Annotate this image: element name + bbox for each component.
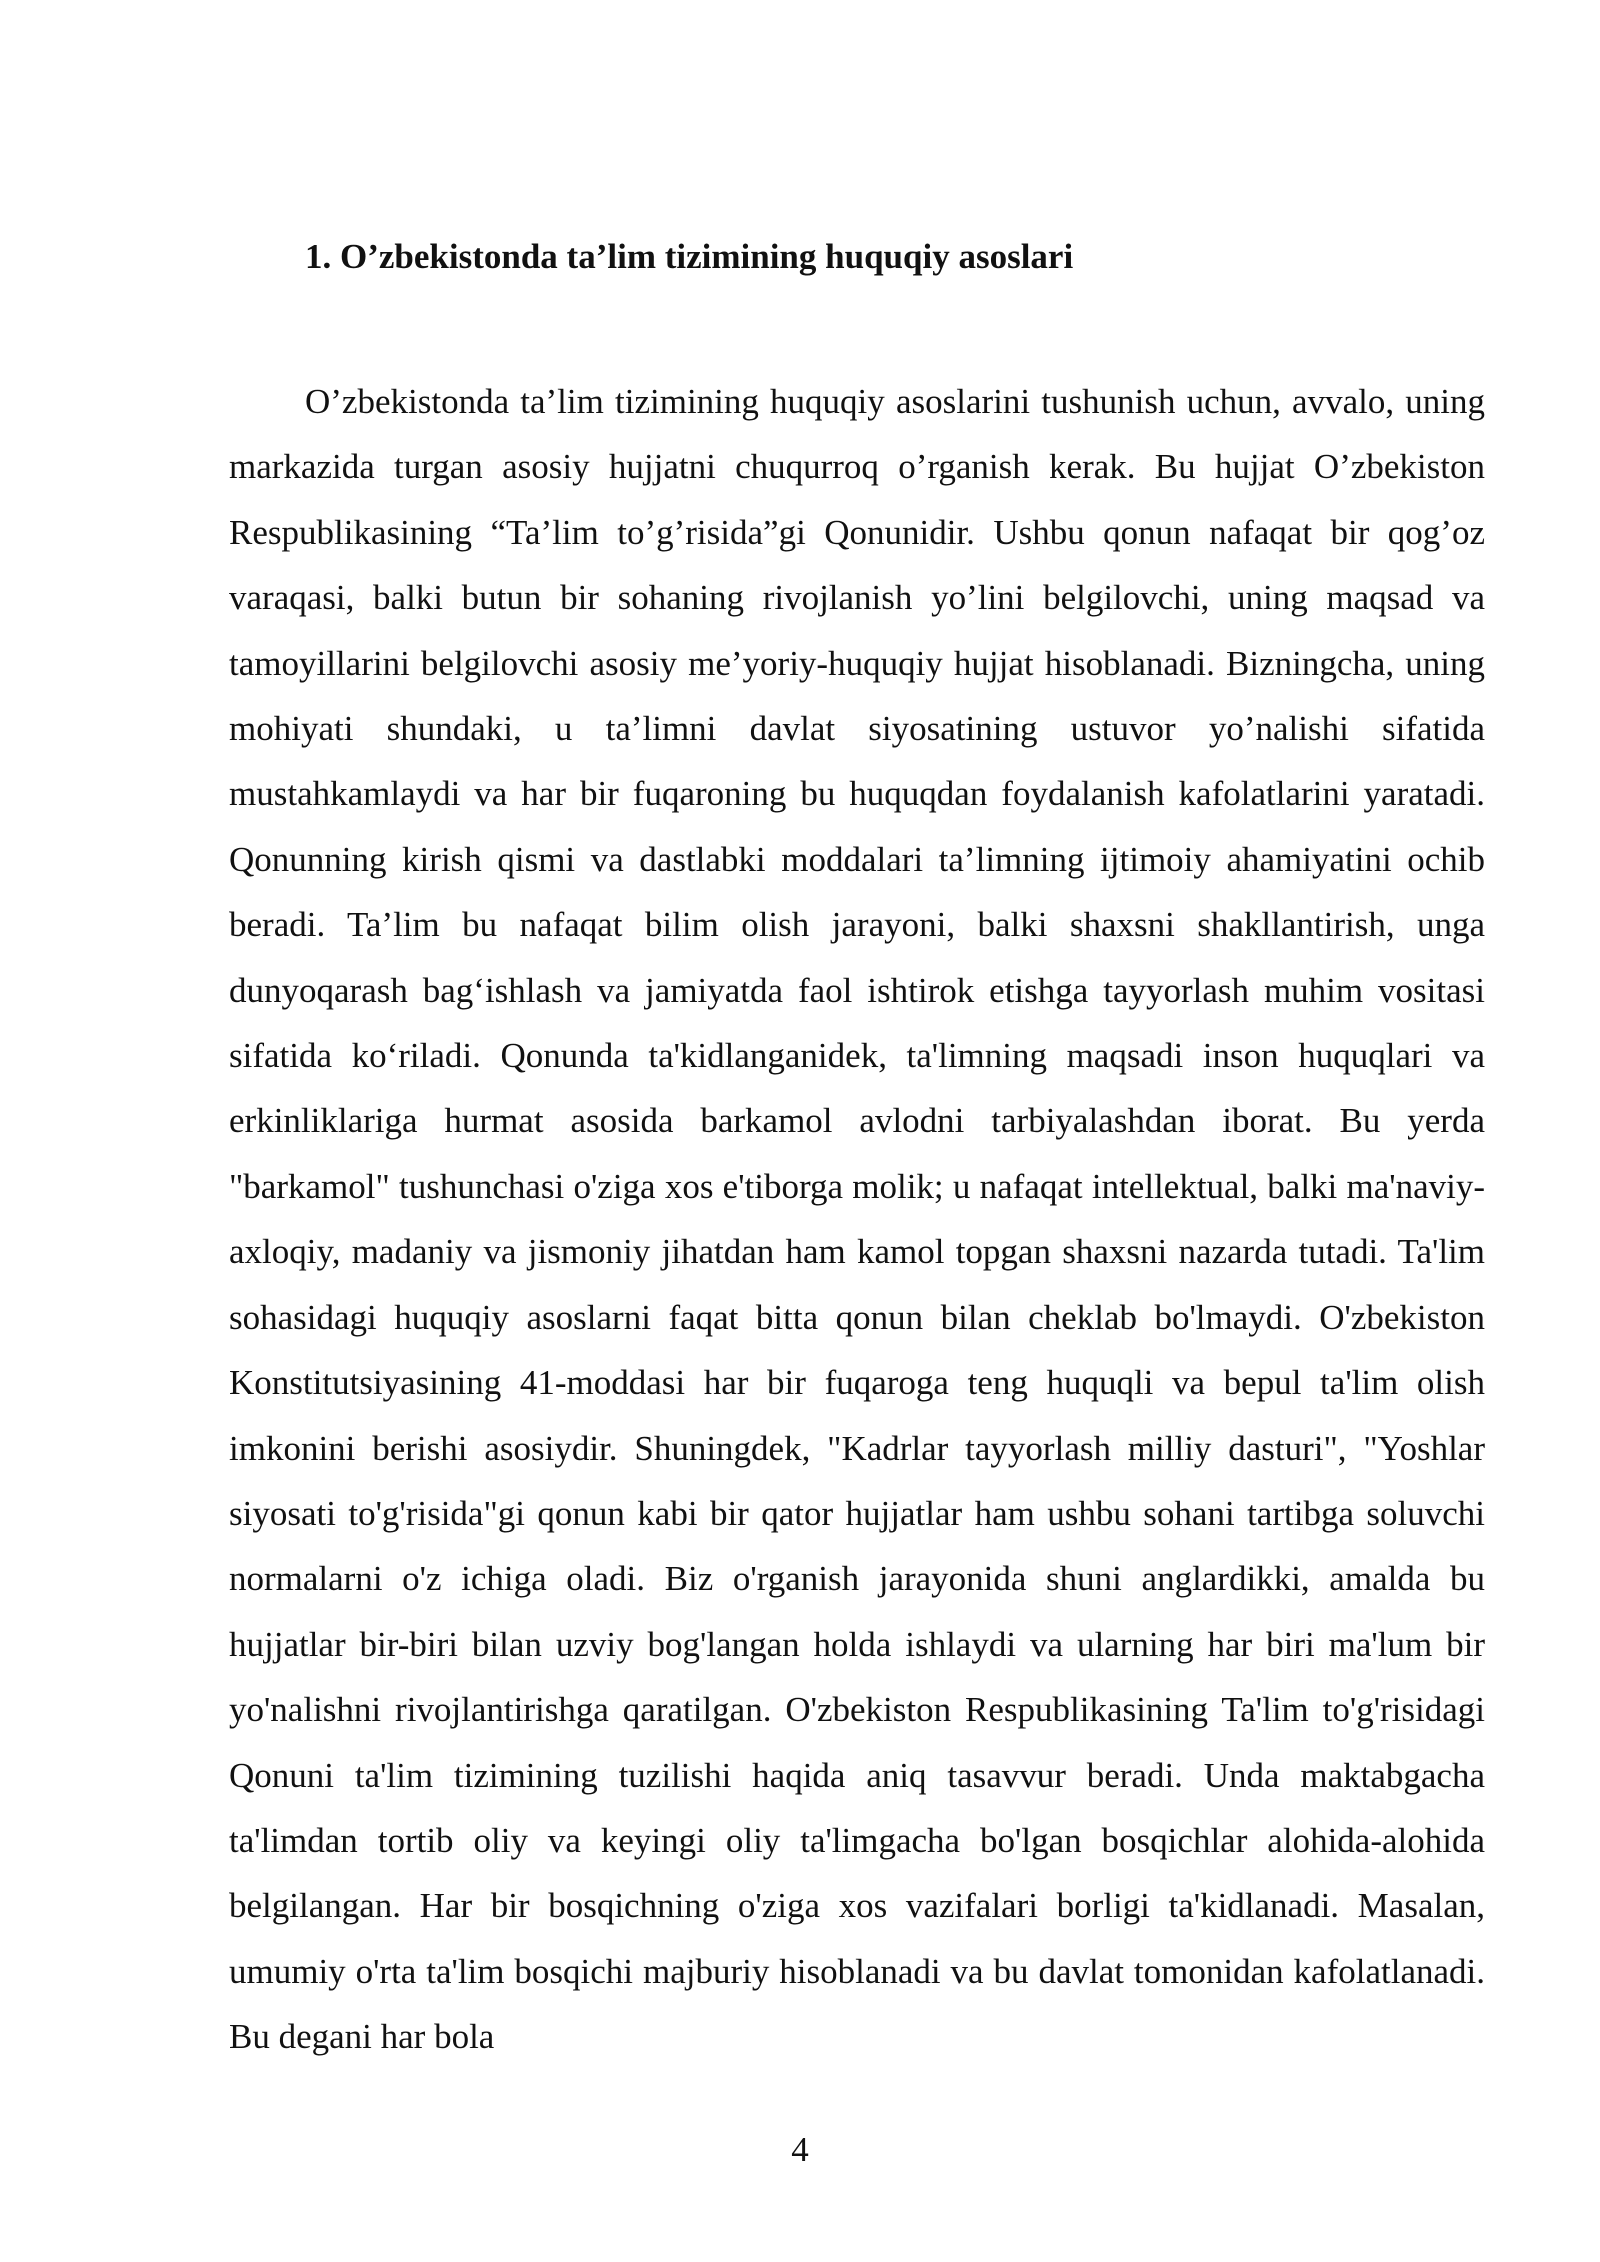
section-heading: 1. O’zbekistonda ta’lim tizimining huquqiy asoslari [305,237,1074,276]
page-number: 4 [791,2130,809,2169]
body-paragraph: O’zbekistonda ta’lim tizimining huquqiy asoslarini tushunish uchun, avvalo, uning markazida turgan asosiy hujjatni chuqurroq o’rganish kerak. Bu hujjat O’zbekiston Respublikasining “Ta’lim to’g’risida”gi Qonunidir. Ushbu qonun nafaqat bir qog’oz varaqasi, balki butun bir sohaning rivojlanish yo’lini belgilovchi, uning maqsad va tamoyillarini belgilovchi asosiy me’yoriy-huquqiy hujjat hisoblanadi. Bizningcha, uning mohiyati shundaki, u ta’limni davlat siyosatining ustuvor yo’nalishi sifatida mustahkamlaydi va har bir fuqaroning bu huquqdan foydalanish kafolatlarini yaratadi. Qonunning kirish qismi va dastlabki moddalari ta’limning ijtimoiy ahamiyatini ochib beradi. Ta’lim bu nafaqat bilim olish jarayoni, balki shaxsni shakllantirish, unga dunyoqarash bag‘ishlash va jamiyatda faol ishtirok etishga tayyorlash muhim vositasi sifatida ko‘riladi. Qonunda ta'kidlanganidek, ta'limning maqsadi inson huquqlari va erkinliklariga hurmat asosida barkamol avlodni tarbiyalashdan iborat. Bu yerda "barkamol" tushunchasi o'ziga xos e'tiborga molik; u nafaqat intellektual, balki ma'naviy-axloqiy, madaniy va jismoniy jihatdan ham kamol topgan shaxsni nazarda tutadi. Ta'lim sohasidagi huquqiy asoslarni faqat bitta qonun bilan cheklab bo'lmaydi. O'zbekiston Konstitutsiyasining 41-moddasi har bir fuqaroga teng huquqli va bepul ta'lim olish imkonini berishi asosiydir. Shuningdek, "Kadrlar tayyorlash milliy dasturi", "Yoshlar siyosati to'g'risida"gi qonun kabi bir qator hujjatlar ham ushbu sohani tartibga soluvchi normalarni o'z ichiga oladi. Biz o'rganish jarayonida shuni anglardikki, amalda bu hujjatlar bir-biri bilan uzviy bog'langan holda ishlaydi va ularning har biri ma'lum bir yo'nalishni rivojlantirishga qaratilgan. O'zbekiston Respublikasining Ta'lim to'g'risidagi Qonuni ta'lim tizimining tuzilishi haqida aniq tasavvur beradi. Unda maktabgacha ta'limdan tortib oliy va keyingi oliy ta'limgacha bo'lgan bosqichlar alohida-alohida belgilangan. Har bir bosqichning o'ziga xos vazifalari borligi ta'kidlanadi. Masalan, umumiy o'rta ta'lim bosqichi majburiy hisoblanadi va bu davlat tomonidan kafolatlanadi. Bu degani har bola [229,382,1485,2057]
